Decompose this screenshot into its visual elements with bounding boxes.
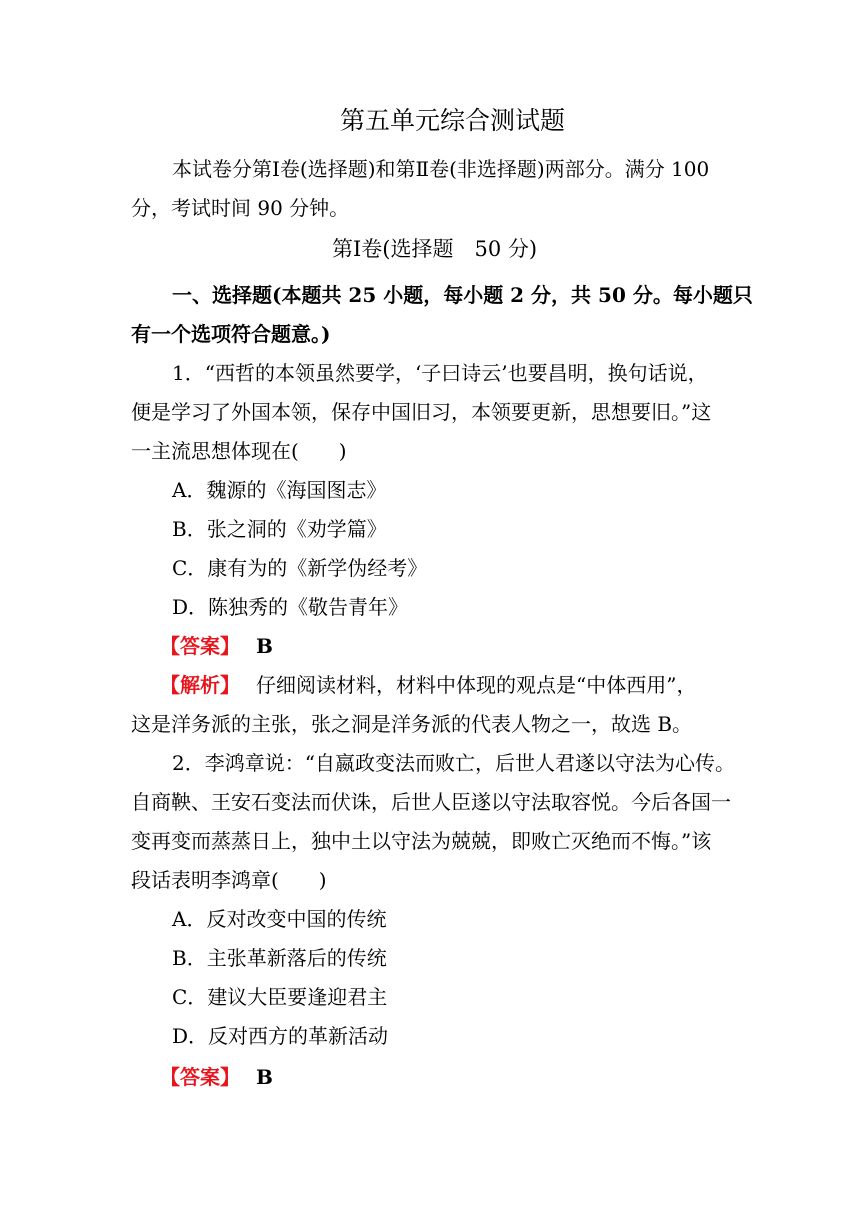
q1-stem-line-3: 一主流思想体现在( ) xyxy=(131,439,347,463)
answer-label: 【答案】 xyxy=(160,634,240,658)
document-title: 第五单元综合测试题 xyxy=(340,106,566,135)
part-heading-line-1: 一、选择题(本题共 25 小题，每小题 2 分，共 50 分。每小题只 xyxy=(172,283,753,307)
intro-line-1: 本试卷分第Ⅰ卷(选择题)和第Ⅱ卷(非选择题)两部分。满分 100 xyxy=(172,157,710,181)
q1-analysis-line-2: 这是洋务派的主张，张之洞是洋务派的代表人物之一，故选 B。 xyxy=(131,712,693,736)
part-heading-line-2: 有一个选项符合题意。) xyxy=(131,322,331,346)
q1-option-d: D．陈独秀的《敬告青年》 xyxy=(172,595,409,619)
intro-line-2: 分，考试时间 90 分钟。 xyxy=(131,196,350,220)
q1-stem-line-1: 1．“西哲的本领虽然要学，‘子曰诗云’也要昌明，换句话说， xyxy=(172,361,708,385)
q1-stem-line-2: 便是学习了外国本领，保存中国旧习，本领要更新，思想要旧。”这 xyxy=(131,400,712,424)
q2-stem-line-2: 自商鞅、王安石变法而伏诛，后世人臣遂以守法取容悦。今后各国一 xyxy=(131,790,731,814)
q2-stem-line-3: 变再变而蒸蒸日上，独中土以守法为兢兢，即败亡灭绝而不悔。”该 xyxy=(131,829,712,853)
q1-option-a: A．魏源的《海国图志》 xyxy=(172,478,387,502)
answer-value: B xyxy=(256,1065,273,1089)
q2-option-a: A．反对改变中国的传统 xyxy=(172,907,387,931)
q2-stem-line-1: 2．李鸿章说：“自嬴政变法而败亡，后世人君遂以守法为心传。 xyxy=(172,751,735,775)
analysis-label: 【解析】 xyxy=(160,673,240,697)
q1-option-b: B．张之洞的《劝学篇》 xyxy=(172,517,387,541)
q2-option-c: C．建议大臣要逢迎君主 xyxy=(172,985,388,1009)
answer-value: B xyxy=(256,634,273,658)
q2-option-b: B．主张革新落后的传统 xyxy=(172,946,387,970)
answer-label: 【答案】 xyxy=(160,1065,240,1089)
q1-answer-row xyxy=(160,634,273,658)
q1-option-c: C．康有为的《新学伪经考》 xyxy=(172,556,428,580)
q2-stem-line-4: 段话表明李鸿章( ) xyxy=(131,868,327,892)
q2-option-d: D．反对西方的革新活动 xyxy=(172,1024,389,1048)
analysis-text-line-1: 仔细阅读材料，材料中体现的观点是“中体西用”， xyxy=(256,673,697,697)
q2-answer-row xyxy=(160,1065,273,1089)
q1-analysis-row xyxy=(160,673,696,697)
section-title: 第Ⅰ卷(选择题 50 分) xyxy=(332,237,538,261)
